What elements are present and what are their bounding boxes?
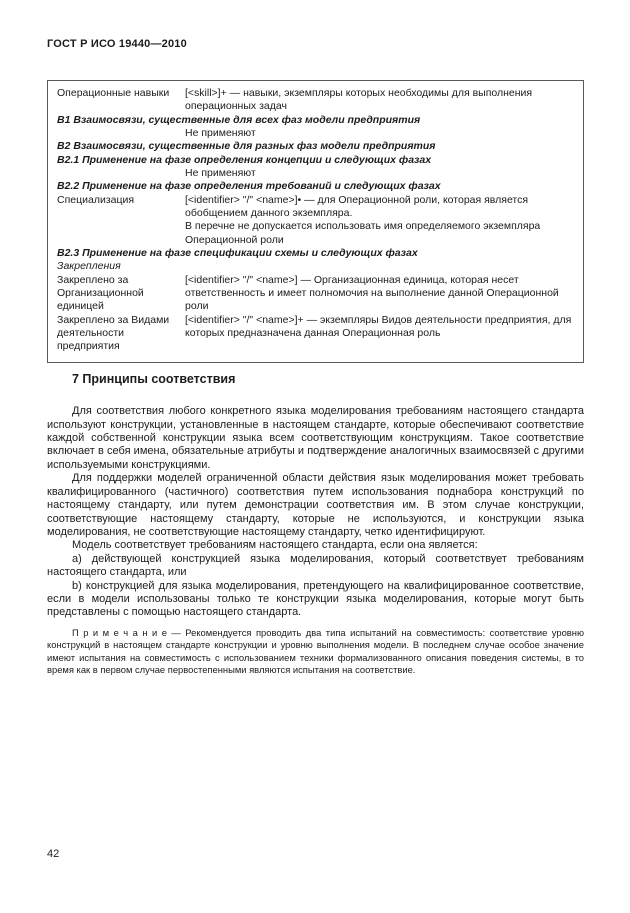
table-row <box>57 87 574 114</box>
note-paragraph: П р и м е ч а н и е — Рекомендуется проводить два типа испытаний на совместимость: соответствие уровню конструкций в настоящем стандарте конструкции и уровню выполнения модели. В последнем случае особое значение имеют испытания на совместимость с использованием техники формализованного описания поведения системы, в то время как в первом случае первостепенными являются испытания на соответствие. <box>47 626 584 676</box>
document-header: ГОСТ Р ИСО 19440—2010 <box>47 38 187 50</box>
term-cell: Закреплено за Организационной единицей <box>57 273 144 313</box>
table-section-row: В2.1 Применение на фазе определения концепции и следующих фазах <box>57 153 432 166</box>
desc-line: [<identifier> "/" <name>]• — для Операционной роли, которая является обобщением данного экземпляра. <box>185 193 529 219</box>
list-item-b: b) конструкцией для языка моделирования, претендующего на квалифицированное соответствие, если в модели использованы только те конструкции языка моделирования, которые могут быть представлены с помощью настоящего стандарта. <box>47 579 584 619</box>
desc-cell: [<identifier> "/" <name>] — Организационная единица, которая несет ответственность и имеет полномочия на выполнение данной Операционной роли <box>185 273 559 313</box>
table-row <box>57 314 574 354</box>
desc-cell: [<identifier> "/" <name>]+ — экземпляры Видов деятельности предприятия, для которых предназначена данная Операционная роль <box>185 313 572 339</box>
term-cell: Специализация <box>57 193 135 206</box>
paragraph: Для соответствия любого конкретного языка моделирования требованиям настоящего стандарта используют конструкции, установленные в настоящем стандарте, которые обеспечивают соответствие каждой собственной конструкции языка всем соответствующим конструкциям. Такое соответствие включает в себя имена, обязательные атрибуты и подтверждение аналогичных взаимосвязей с другими используемыми конструкциями. <box>47 405 584 471</box>
desc-cell <box>185 194 574 247</box>
term-cell: Закреплено за Видами деятельности предприятия <box>57 313 170 353</box>
attributes-table <box>47 80 584 363</box>
table-section-row: В2 Взаимосвязи, существенные для разных фаз модели предприятия <box>57 140 436 153</box>
list-item-a: а) действующей конструкцией языка моделирования, который соответствует требованиям настоящего стандарта, или <box>47 552 584 579</box>
table-row: Не применяют <box>185 126 256 139</box>
term-cell: Операционные навыки <box>57 87 170 99</box>
section-7 <box>47 372 584 677</box>
desc-cell: [<skill>]+ — навыки, экземпляры которых необходимы для выполнения операционных задач <box>185 87 533 113</box>
table-row <box>57 194 574 247</box>
table-section-row: В2.3 Применение на фазе спецификации схемы и следующих фазах <box>57 246 418 259</box>
desc-line: В перечне не допускается использовать имя определяемого экземпляра Операционной роли <box>185 220 541 246</box>
section-heading: 7 Принципы соответствия <box>72 372 236 386</box>
page-number: 42 <box>47 848 60 860</box>
table-row: Не применяют <box>185 166 256 179</box>
paragraph: Модель соответствует требованиям настоящего стандарта, если она является: <box>72 539 478 552</box>
paragraph: Для поддержки моделей ограниченной области действия язык моделирования может требовать квалифицированного (частичного) соответствия путем использования поднабора конструкций по настоящему стандарту, или путем демонстрации соответствия им. В этом случае конструкции, соответствующие настоящему стандарту, которые не используются, и конструкции языка моделирования, не соответствующие настоящему стандарту, четко идентифицируют. <box>47 472 584 538</box>
table-section-row: В2.2 Применение на фазе определения требований и следующих фазах <box>57 180 441 193</box>
table-section-row: В1 Взаимосвязи, существенные для всех фаз модели предприятия <box>57 113 421 126</box>
table-subgroup-label: Закрепления <box>57 260 121 273</box>
table-row <box>57 274 574 314</box>
